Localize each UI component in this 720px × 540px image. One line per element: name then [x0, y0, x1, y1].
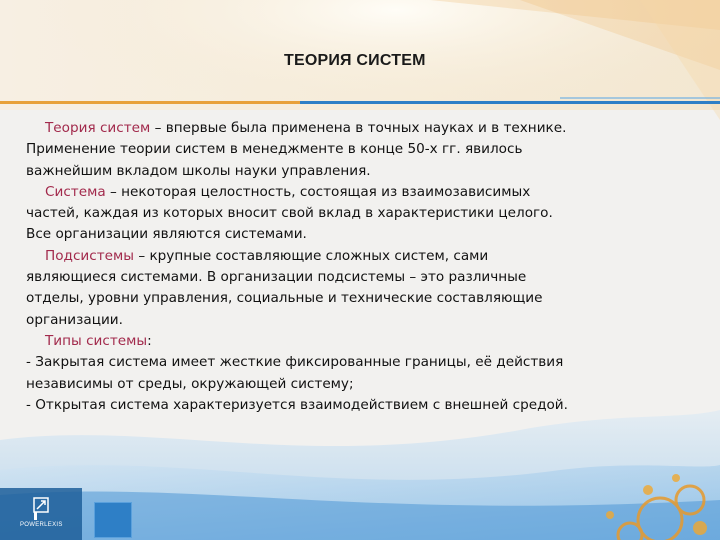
- body-line: являющиеся системами. В организации подсистемы – это различные: [26, 269, 527, 286]
- body-line: Теория систем – впервые была применена в точных науках и в технике.: [45, 120, 567, 136]
- slide-title: ТЕОРИЯ СИСТЕМ: [284, 52, 426, 69]
- term-system-types: Типы системы: [45, 332, 148, 349]
- body-line: частей, каждая из которых вносит свой вклад в характеристики целого.: [26, 205, 553, 222]
- body-line: Система – некоторая целостность, состоящая из взаимозависимых: [45, 183, 531, 200]
- term-system: Система: [45, 183, 106, 200]
- powerlexis-logo-icon: [22, 494, 70, 534]
- body-line: - Открытая система характеризуется взаимодействием с внешней средой.: [26, 396, 568, 413]
- logo-label: POWERLEXIS: [20, 522, 63, 528]
- body-line: Типы системы:: [45, 332, 152, 349]
- decorative-blue-square: [94, 502, 132, 538]
- body-line: - Закрытая система имеет жесткие фиксированные границы, её действия: [26, 354, 564, 371]
- body-line: организации.: [26, 311, 123, 328]
- body-line: независимы от среды, окружающей систему;: [26, 375, 354, 392]
- term-subsystems: Подсистемы: [45, 247, 134, 264]
- term-systems-theory: Теория систем: [45, 120, 151, 136]
- body-line: Применение теории систем в менеджменте в конце 50-х гг. явилось: [26, 141, 523, 158]
- body-line: отделы, уровни управления, социальные и технические составляющие: [26, 290, 543, 307]
- slide-body: [26, 118, 702, 416]
- body-line: важнейшим вкладом школы науки управления.: [26, 162, 371, 179]
- body-line: Подсистемы – крупные составляющие сложных систем, сами: [45, 247, 489, 264]
- body-line: Все организации являются системами.: [26, 226, 307, 243]
